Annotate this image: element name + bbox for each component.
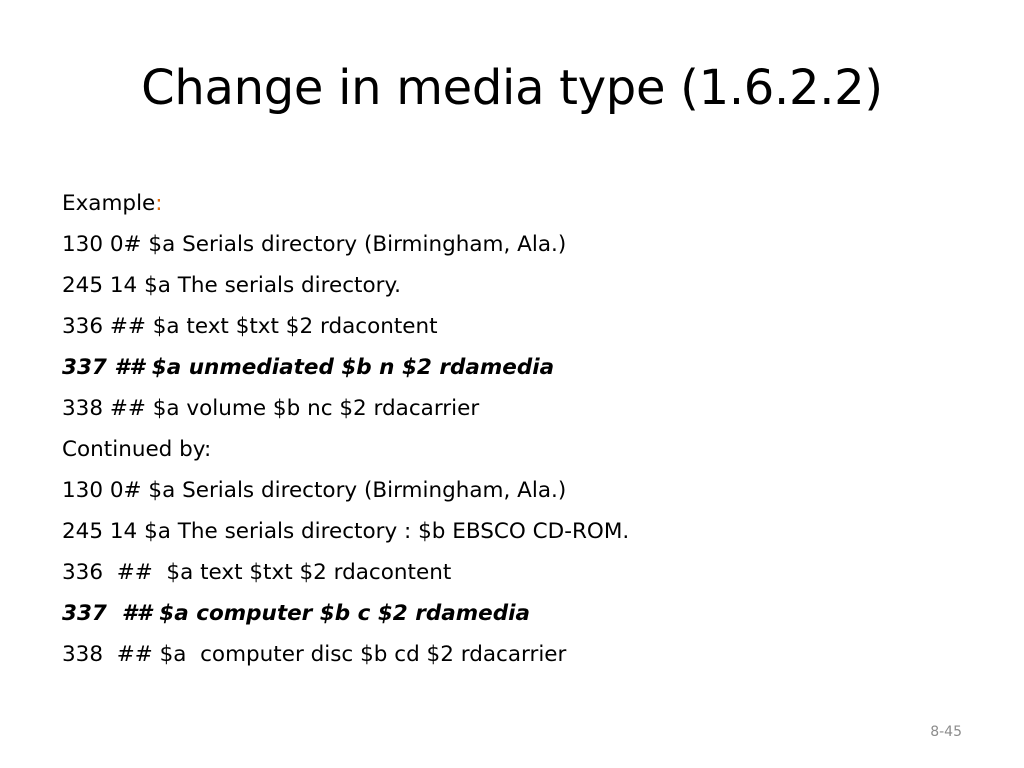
example-heading [62,183,982,224]
example-colon: : [155,191,163,216]
marc-line-336-original: 336 ## $a text $txt $2 rdacontent [62,314,438,339]
marc-line-245-original: 245 14 $a The serials directory. [62,273,401,298]
marc-line-130-original: 130 0# $a Serials directory (Birmingham, Ala.) [62,232,567,257]
slide-page-number: 8-45 [930,724,962,740]
slide-title: Change in media type (1.6.2.2) [141,60,883,116]
continued-by-heading: Continued by: [62,437,212,462]
marc-line-338-original: 338 ## $a volume $b nc $2 rdacarrier [62,396,480,421]
marc-line-130-continued: 130 0# $a Serials directory (Birmingham, Ala.) [62,478,567,503]
marc-line-245-continued: 245 14 $a The serials directory : $b EBSCO CD-ROM. [62,519,630,544]
marc-line-336-continued: 336 ## $a text $txt $2 rdacontent [62,560,452,585]
marc-line-338-continued: 338 ## $a computer disc $b cd $2 rdacarrier [62,642,567,667]
example-label: Example [62,191,156,216]
marc-line-337-continued: 337 ## $a computer $b c $2 rdamedia [62,601,530,626]
slide-body [62,183,982,675]
marc-line-337-original: 337 ## $a unmediated $b n $2 rdamedia [62,355,555,380]
